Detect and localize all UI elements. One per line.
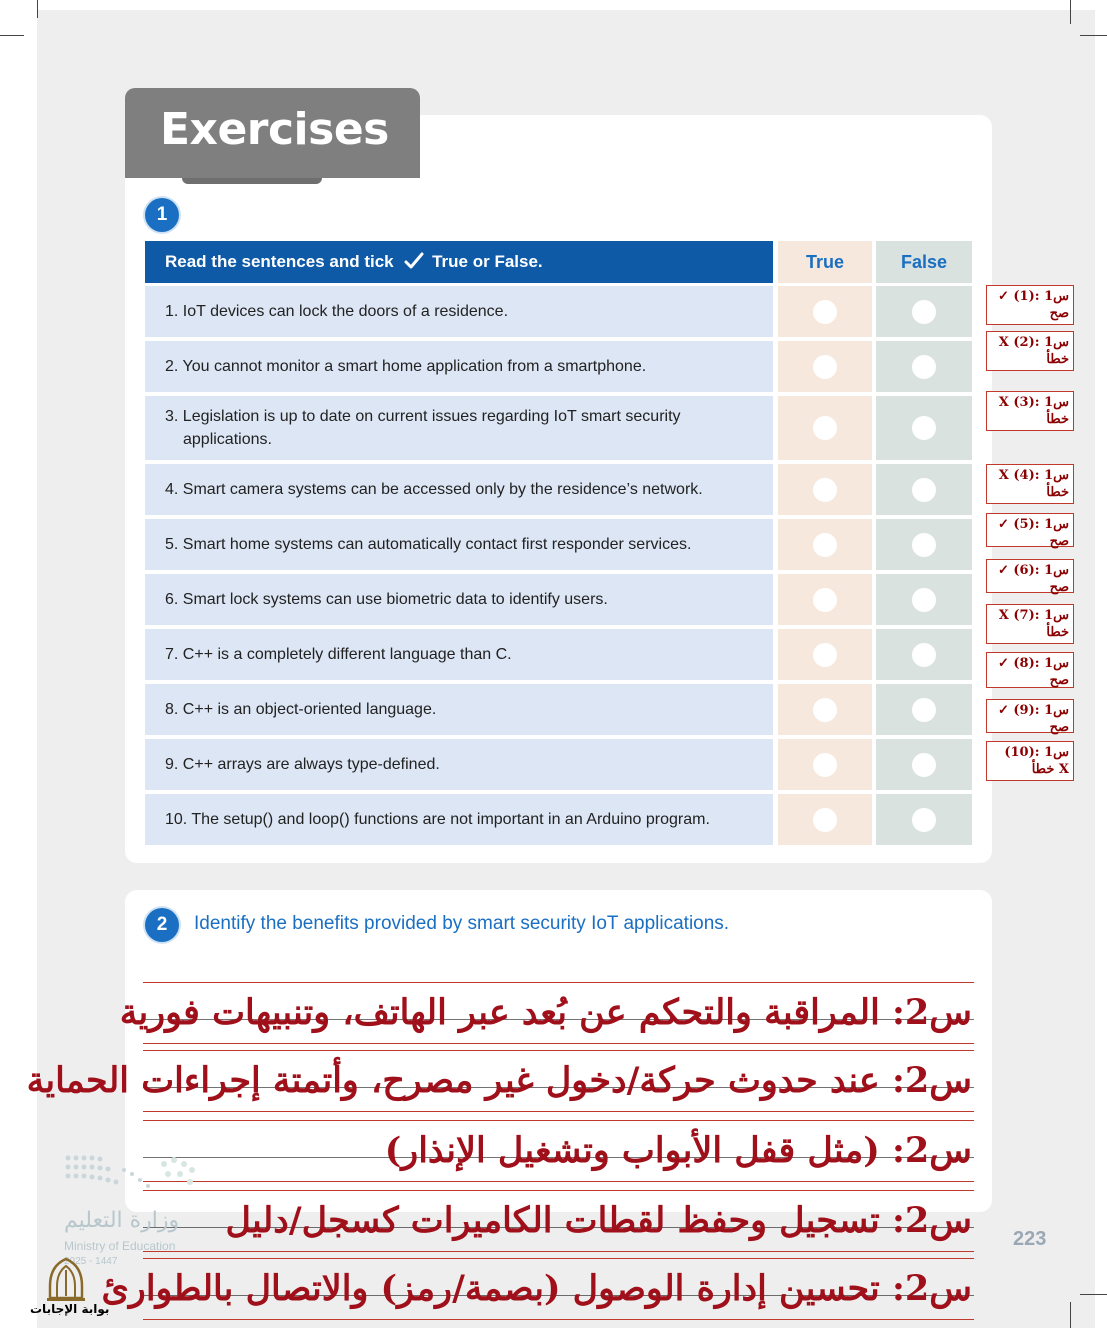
question-text: 3. Legislation is up to date on current issues regarding IoT smart security applications.: [165, 408, 681, 448]
answer-text: س2: (مثل قفل الأبواب وتشغيل الإنذار): [384, 1130, 972, 1171]
exercise-2-number: 2: [145, 908, 179, 942]
false-radio[interactable]: [912, 300, 936, 324]
false-cell: [876, 629, 972, 680]
true-cell: [778, 794, 872, 845]
true-radio[interactable]: [813, 355, 837, 379]
true-radio[interactable]: [813, 808, 837, 832]
question-text: 4. Smart camera systems can be accessed only by the residence’s network.: [165, 481, 703, 498]
page-title: Exercises: [160, 104, 389, 155]
true-column-header: True: [778, 241, 872, 283]
question-row: [145, 739, 773, 790]
exercise-2-prompt: Identify the benefits provided by smart security IoT applications.: [194, 913, 730, 934]
ministry-arabic-name: وزارة التعليم: [64, 1208, 180, 1233]
checkmark-icon: [404, 252, 424, 270]
true-cell: [778, 574, 872, 625]
answer-line: [143, 1120, 974, 1182]
false-cell: [876, 286, 972, 337]
question-text: 7. C++ is a completely different language than C.: [165, 646, 512, 663]
answer-note: س1 :(6) ✓ صح: [986, 559, 1074, 593]
instruction-header: [145, 241, 773, 283]
true-radio[interactable]: [813, 416, 837, 440]
question-row: [145, 396, 773, 460]
answer-text: س2: تسجيل وحفظ لقطات الكاميرات كسجل/دليل: [225, 1200, 972, 1241]
true-cell: [778, 519, 872, 570]
title-tab-shadow: [182, 178, 322, 184]
false-radio[interactable]: [912, 533, 936, 557]
answers-portal-logo: [44, 1256, 88, 1302]
false-radio[interactable]: [912, 355, 936, 379]
answer-note: س1 :(9) ✓ صح: [986, 699, 1074, 733]
exercise-1-number: 1: [145, 198, 179, 232]
true-radio[interactable]: [813, 478, 837, 502]
crop-mark: [1080, 1294, 1107, 1295]
answer-note: س1 :(1) ✓ صح: [986, 285, 1074, 325]
answer-text: س2: تحسين إدارة الوصول (بصمة/رمز) والاتصال بالطوارئ: [101, 1268, 972, 1309]
false-cell: [876, 739, 972, 790]
ministry-year: 2025 - 1447: [64, 1256, 118, 1267]
false-cell: [876, 519, 972, 570]
false-cell: [876, 574, 972, 625]
answer-note: س1 :(4) X خطأ: [986, 464, 1074, 504]
answer-note: س1 :(8) ✓ صح: [986, 652, 1074, 688]
false-cell: [876, 396, 972, 460]
crop-mark: [1070, 0, 1071, 24]
ministry-dots-logo: [64, 1154, 204, 1204]
false-radio[interactable]: [912, 698, 936, 722]
question-row: [145, 286, 773, 337]
question-row: [145, 341, 773, 392]
question-text: 1. IoT devices can lock the doors of a residence.: [165, 303, 509, 320]
question-row: [145, 794, 773, 845]
answer-line: [143, 1190, 974, 1252]
answer-note: س1 :(5) ✓ صح: [986, 513, 1074, 547]
false-cell: [876, 464, 972, 515]
answers-portal-name: بوابة الإجابات: [30, 1302, 110, 1316]
false-cell: [876, 684, 972, 735]
question-text: 2. You cannot monitor a smart home application from a smartphone.: [165, 358, 647, 375]
false-radio[interactable]: [912, 416, 936, 440]
true-radio[interactable]: [813, 753, 837, 777]
question-text: 6. Smart lock systems can use biometric data to identify users.: [165, 591, 608, 608]
true-cell: [778, 739, 872, 790]
exercises-title-tab: [125, 88, 420, 178]
question-row: [145, 519, 773, 570]
question-text: 9. C++ arrays are always type-defined.: [165, 756, 440, 773]
false-radio[interactable]: [912, 808, 936, 832]
answer-note: س1 :(10) X خطأ: [986, 741, 1074, 781]
crop-mark: [1080, 35, 1107, 36]
true-cell: [778, 464, 872, 515]
question-row: [145, 464, 773, 515]
true-cell: [778, 341, 872, 392]
answer-line: [26, 1050, 974, 1112]
true-radio[interactable]: [813, 300, 837, 324]
page-number: 223: [1013, 1228, 1047, 1250]
true-cell: [778, 684, 872, 735]
question-text: 5. Smart home systems can automatically contact first responder services.: [165, 536, 692, 553]
true-cell: [778, 396, 872, 460]
false-cell: [876, 794, 972, 845]
question-text: 10. The setup() and loop() functions are not important in an Arduino program.: [165, 811, 710, 828]
true-radio[interactable]: [813, 588, 837, 612]
answer-line: [119, 982, 974, 1044]
crop-mark: [1070, 1302, 1071, 1328]
question-text: 8. C++ is an object-oriented language.: [165, 701, 437, 718]
question-row: [145, 629, 773, 680]
false-radio[interactable]: [912, 753, 936, 777]
answer-note: س1 :(3) X خطأ: [986, 391, 1074, 431]
true-radio[interactable]: [813, 698, 837, 722]
true-radio[interactable]: [813, 533, 837, 557]
crop-mark: [37, 0, 38, 18]
instruction-text: Read the sentences and tick: [165, 252, 394, 271]
answer-line: [101, 1258, 974, 1320]
answer-text: س2: عند حدوث حركة/دخول غير مصرح، وأتمتة إجراءات الحماية: [26, 1060, 972, 1101]
crop-mark: [0, 35, 24, 36]
false-column-header: False: [876, 241, 972, 283]
answer-note: س1 :(7) X خطأ: [986, 604, 1074, 644]
true-cell: [778, 629, 872, 680]
false-radio[interactable]: [912, 588, 936, 612]
question-row: [145, 684, 773, 735]
false-cell: [876, 341, 972, 392]
ministry-english-name: Ministry of Education: [64, 1239, 176, 1253]
answer-text: س2: المراقبة والتحكم عن بُعد عبر الهاتف، وتنبيهات فورية: [119, 992, 972, 1033]
false-radio[interactable]: [912, 643, 936, 667]
true-cell: [778, 286, 872, 337]
false-radio[interactable]: [912, 478, 936, 502]
answer-note: س1 :(2) X خطأ: [986, 331, 1074, 371]
question-row: [145, 574, 773, 625]
true-radio[interactable]: [813, 643, 837, 667]
instruction-suffix: True or False.: [432, 252, 543, 271]
